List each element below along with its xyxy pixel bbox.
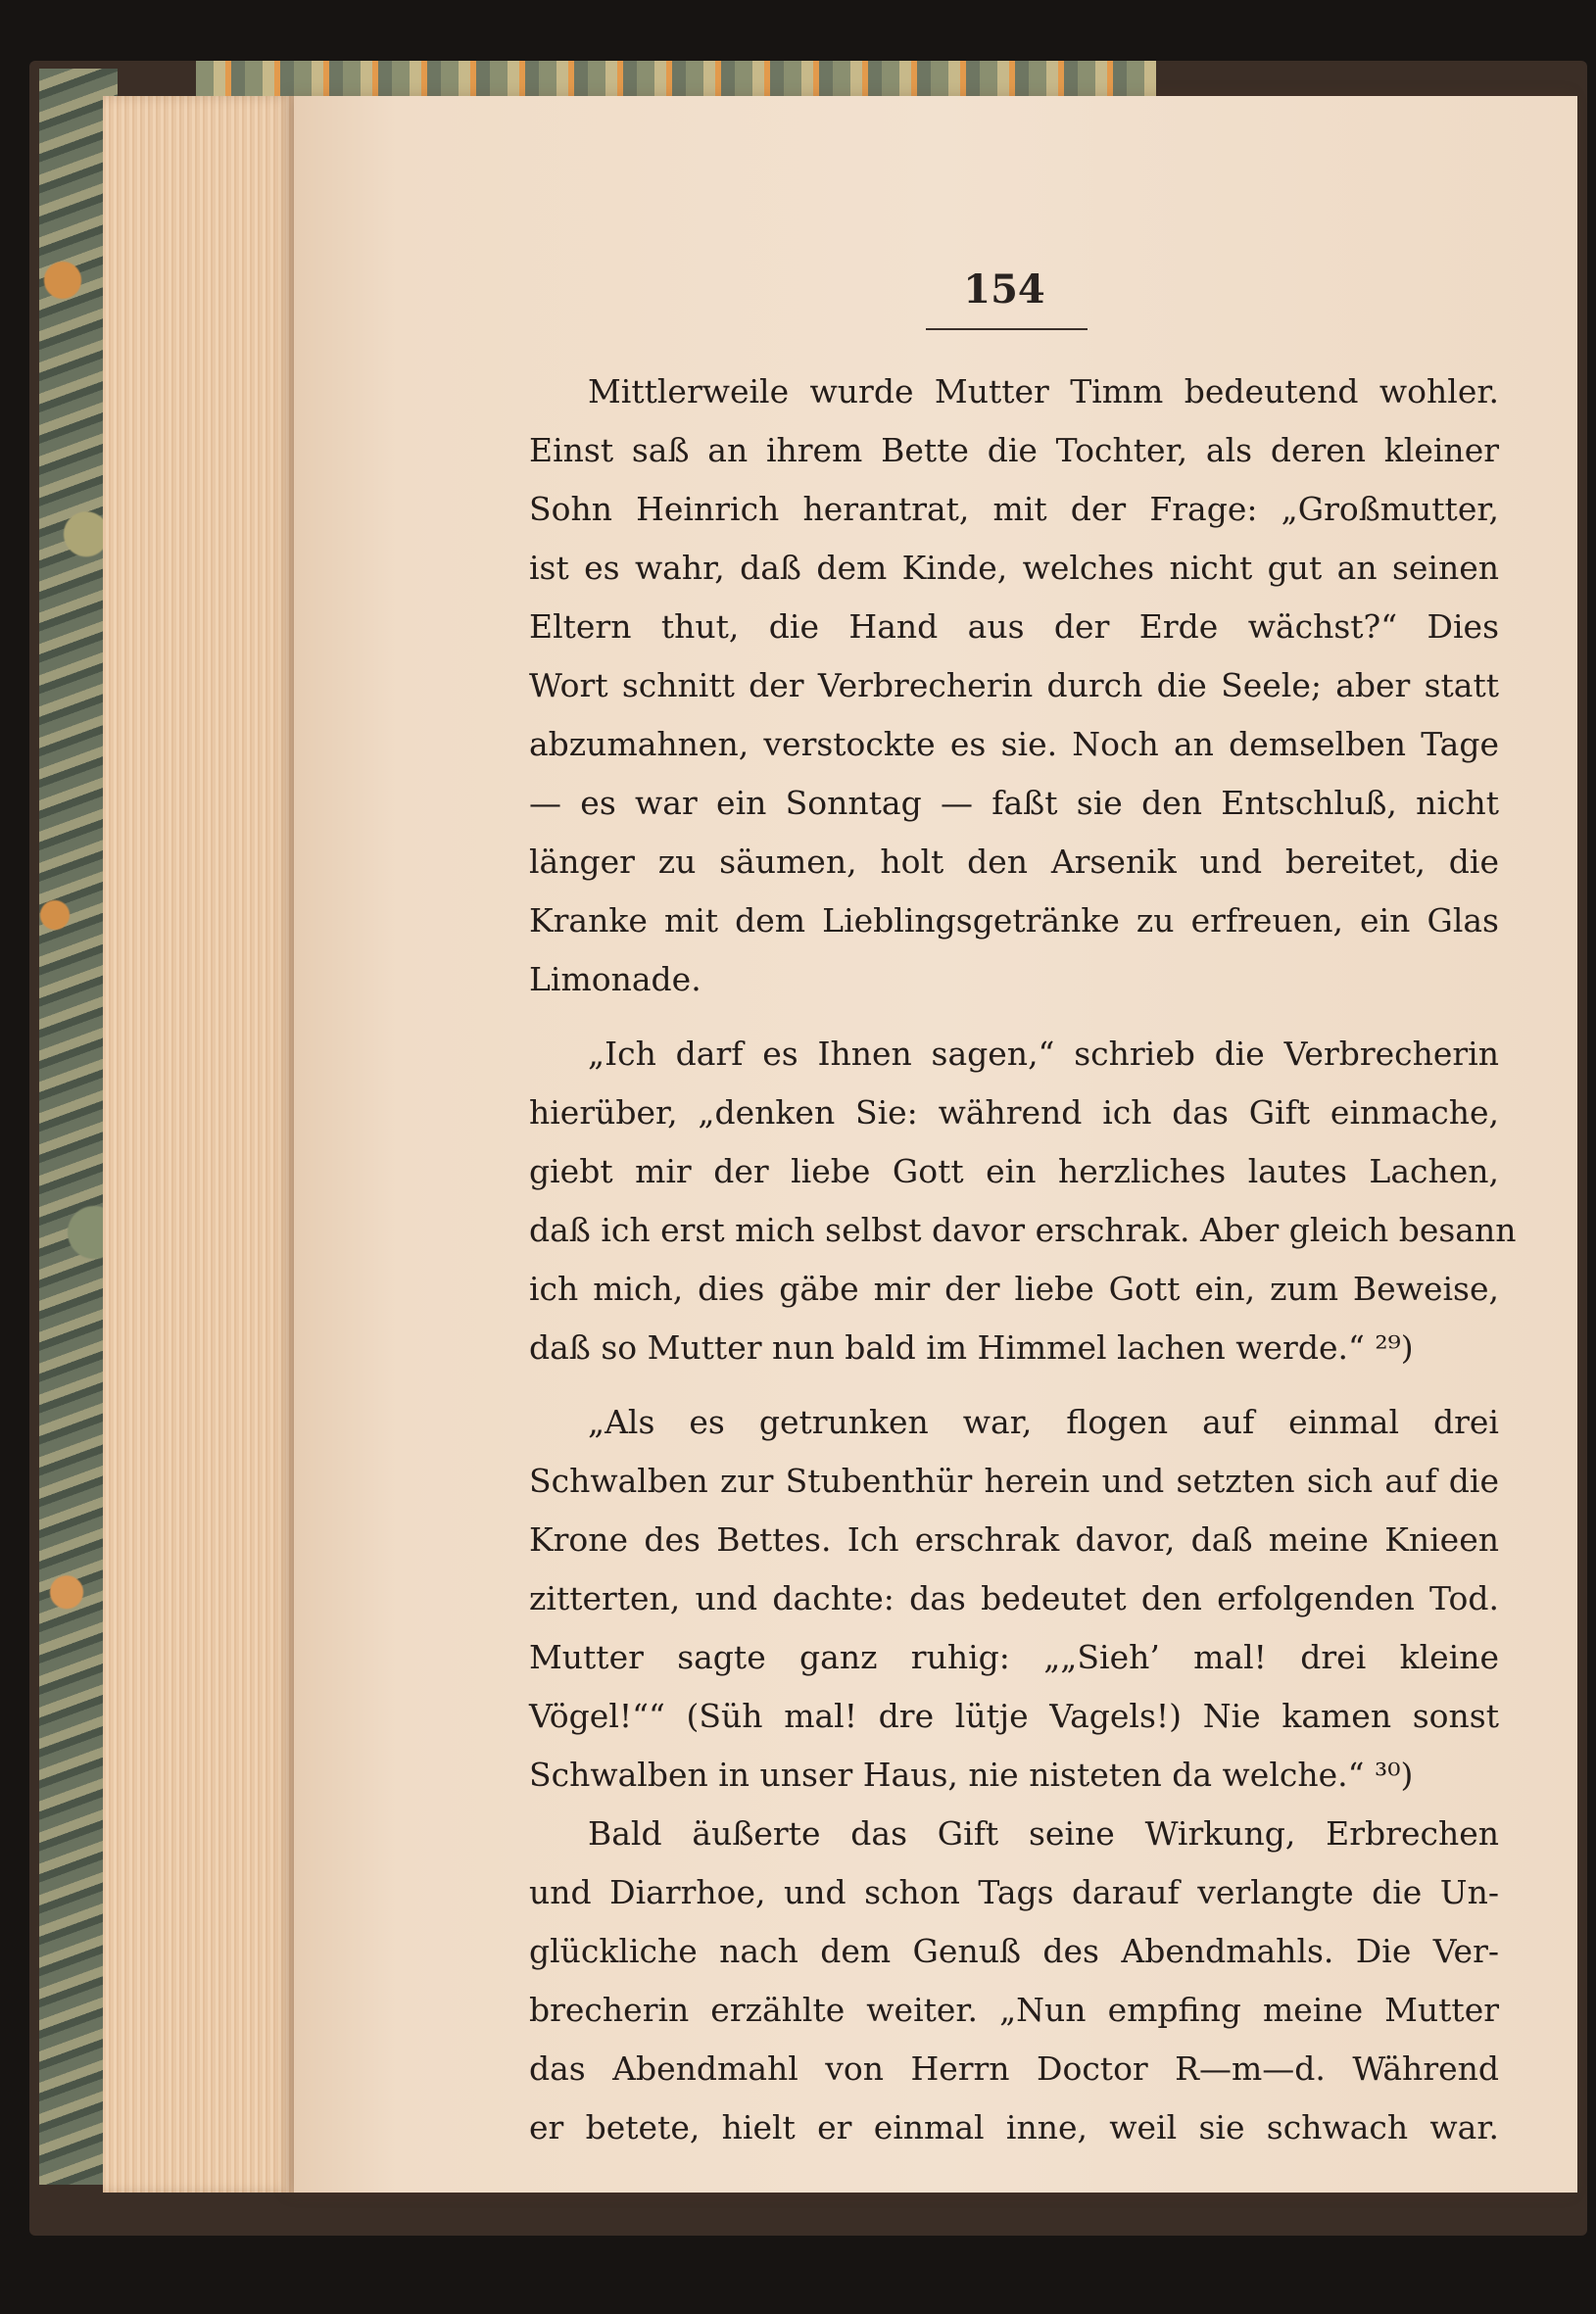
text-line: Mutter sagte ganz ruhig: „„Sieh’ mal! drei kleine: [529, 1638, 1499, 1676]
text-line: und Diarrhoe, und schon Tags darauf verlangte die Un-: [529, 1873, 1499, 1911]
text-line: Einst saß an ihrem Bette die Tochter, als deren kleiner: [529, 431, 1499, 469]
text-line: ist es wahr, daß dem Kinde, welches nicht gut an seinen: [529, 549, 1499, 587]
text-line: Wort schnitt der Verbrecherin durch die Seele; aber statt: [529, 666, 1499, 704]
text-line: Kranke mit dem Lieblingsgetränke zu erfreuen, ein Glas: [529, 901, 1499, 940]
text-line: daß so Mutter nun bald im Himmel lachen werde.“ ²⁹): [529, 1328, 1414, 1367]
body-text: [529, 362, 1517, 2157]
text-line: Bald äußerte das Gift seine Wirkung, Erbrechen: [588, 1814, 1499, 1853]
text-line: Sohn Heinrich herantrat, mit der Frage: „Großmutter,: [529, 490, 1499, 528]
text-line: „Ich darf es Ihnen sagen,“ schrieb die Verbrecherin: [588, 1035, 1499, 1073]
text-line: daß ich erst mich selbst davor erschrak. Aber gleich besann: [529, 1211, 1517, 1249]
text-line: länger zu säumen, holt den Arsenik und bereitet, die: [529, 843, 1499, 881]
text-line: „Als es getrunken war, flogen auf einmal drei: [588, 1403, 1499, 1441]
text-line: ich mich, dies gäbe mir der liebe Gott ein, zum Beweise,: [529, 1270, 1499, 1308]
text-line: Eltern thut, die Hand aus der Erde wächst?“ Dies: [529, 607, 1499, 646]
text-line: hierüber, „denken Sie: während ich das Gift einmache,: [529, 1093, 1499, 1132]
text-line: — es war ein Sonntag — faßt sie den Entschluß, nicht: [529, 784, 1499, 822]
text-line: Schwalben in unser Haus, nie nisteten da welche.“ ³⁰): [529, 1756, 1414, 1794]
text-line: zitterten, und dachte: das bedeutet den erfolgenden Tod.: [529, 1579, 1499, 1617]
page-edges: [103, 96, 299, 2193]
text-line: Krone des Bettes. Ich erschrak davor, daß meine Knieen: [529, 1520, 1499, 1559]
text-line: brecherin erzählte weiter. „Nun empfing meine Mutter: [529, 1991, 1499, 2029]
text-line: Mittlerweile wurde Mutter Timm bedeutend wohler.: [588, 372, 1499, 410]
page-number: 154: [963, 266, 1045, 313]
page-number-rule: [926, 328, 1088, 330]
text-line: Limonade.: [529, 960, 701, 998]
marbled-endpaper-top: [196, 61, 1156, 100]
text-line: giebt mir der liebe Gott ein herzliches lautes Lachen,: [529, 1152, 1499, 1190]
text-line: glückliche nach dem Genuß des Abendmahls. Die Ver-: [529, 1932, 1499, 1970]
text-line: Schwalben zur Stubenthür herein und setzten sich auf die: [529, 1462, 1499, 1500]
text-line: er betete, hielt er einmal inne, weil sie schwach war.: [529, 2108, 1499, 2146]
text-line: Vögel!““ (Süh mal! dre lütje Vagels!) Nie kamen sonst: [529, 1697, 1499, 1735]
text-line: das Abendmahl von Herrn Doctor R—m—d. Während: [529, 2049, 1499, 2088]
text-line: abzumahnen, verstockte es sie. Noch an demselben Tage: [529, 725, 1499, 763]
